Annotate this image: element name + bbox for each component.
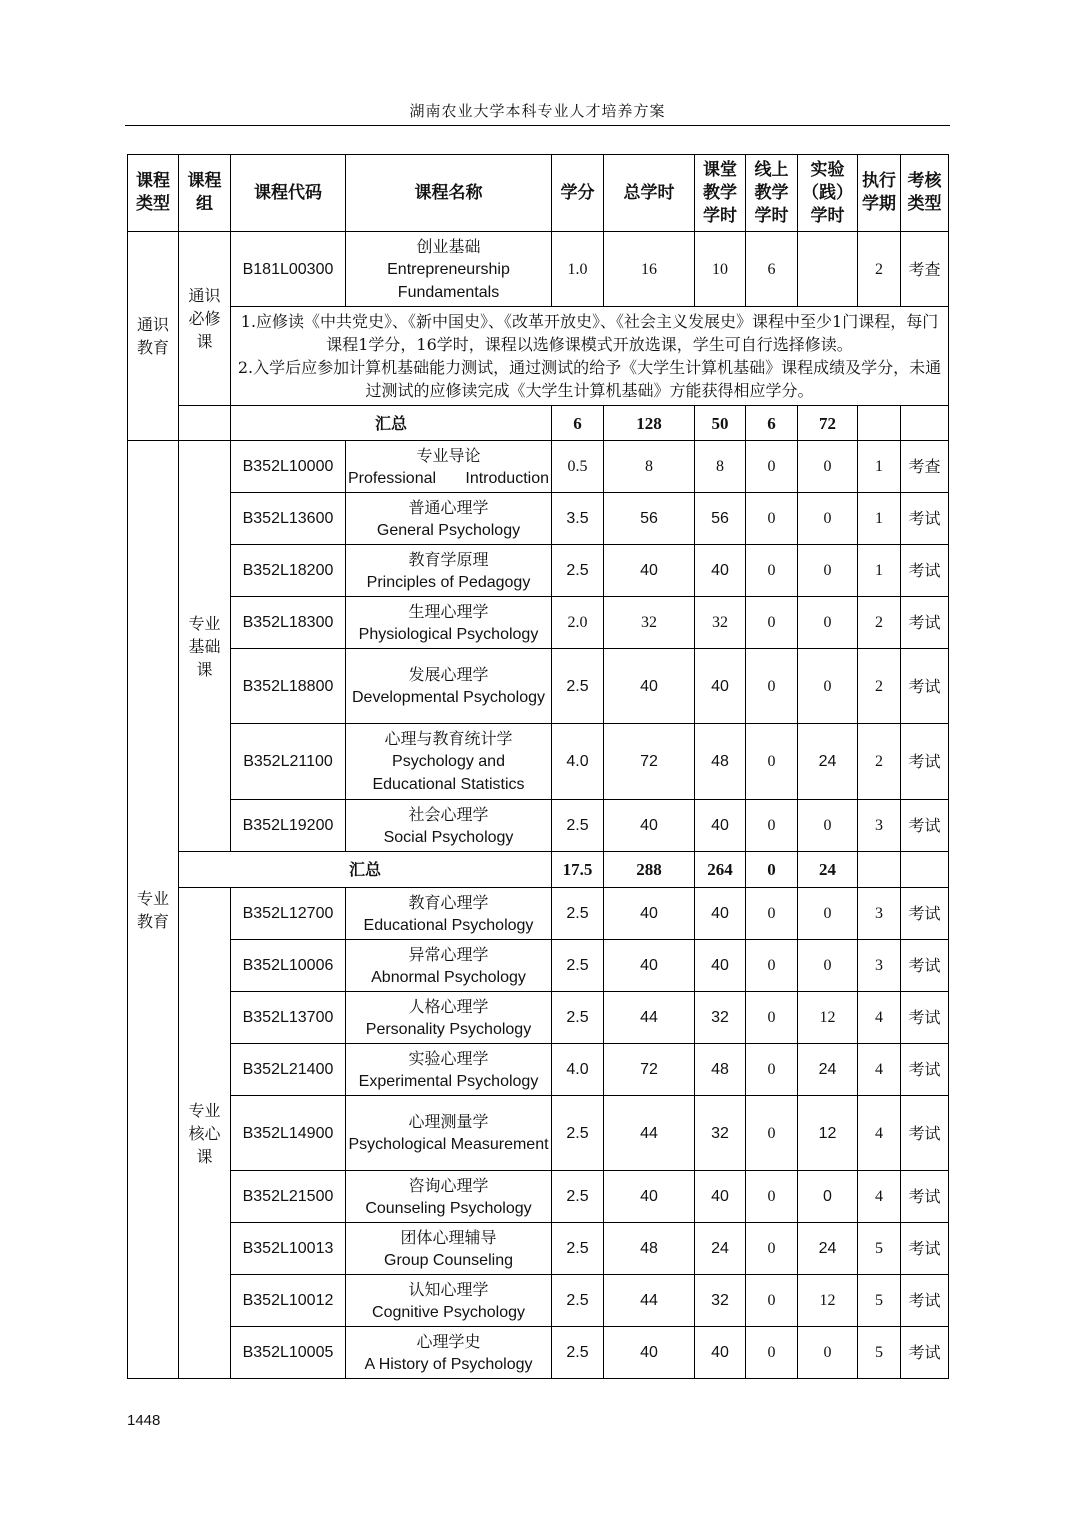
- online-hours: 0: [746, 724, 798, 800]
- course-name-zh: 认知心理学: [408, 1279, 489, 1299]
- lab-hours: 0: [798, 888, 858, 940]
- term: 4: [858, 992, 901, 1044]
- header-rule: [125, 125, 950, 126]
- course-name-en: General Psychology: [376, 521, 521, 539]
- course-code: B352L10005: [231, 1327, 346, 1379]
- class-hours: 40: [695, 649, 746, 724]
- col-header: 考核类型: [901, 155, 949, 232]
- col-header: 执行学期: [858, 155, 901, 232]
- online-hours: 0: [746, 493, 798, 545]
- course-code: B352L10000: [231, 441, 346, 493]
- total-hours: 40: [604, 649, 695, 724]
- lab-hours: 24: [798, 724, 858, 800]
- term: 4: [858, 1096, 901, 1171]
- credit: 2.5: [552, 888, 604, 940]
- course-name-en: Principles of Pedagogy: [366, 573, 531, 591]
- course-name-zh: 人格心理学: [408, 996, 489, 1016]
- lab-hours: [798, 232, 858, 307]
- course-name: [346, 1044, 552, 1096]
- total-term: [858, 406, 901, 441]
- total-online: 0: [746, 852, 798, 888]
- term: 4: [858, 1044, 901, 1096]
- total-hours: 40: [604, 800, 695, 852]
- course-name: [346, 597, 552, 649]
- page-header: 湖南农业大学本科专业人才培养方案: [409, 102, 666, 120]
- total-hours: 40: [604, 888, 695, 940]
- online-hours: 0: [746, 1096, 798, 1171]
- credit: 4.0: [552, 724, 604, 800]
- course-code: B352L10013: [231, 1223, 346, 1275]
- course-type-cell: 专业教育: [128, 441, 179, 1379]
- course-code: B352L18800: [231, 649, 346, 724]
- assessment: 考试: [901, 888, 949, 940]
- credit: 2.5: [552, 649, 604, 724]
- online-hours: 0: [746, 1044, 798, 1096]
- class-hours: 48: [695, 724, 746, 800]
- total-hours: 72: [604, 724, 695, 800]
- course-code: B352L19200: [231, 800, 346, 852]
- course-name: [346, 724, 552, 800]
- term: 5: [858, 1275, 901, 1327]
- credit: 0.5: [552, 441, 604, 493]
- total-hours: 40: [604, 545, 695, 597]
- lab-hours: 0: [798, 545, 858, 597]
- table-row: [128, 545, 949, 597]
- table-row: [128, 1327, 949, 1379]
- lab-hours: 0: [798, 649, 858, 724]
- assessment: 考试: [901, 493, 949, 545]
- table-row: [128, 1096, 949, 1171]
- class-hours: 32: [695, 1096, 746, 1171]
- course-name: [346, 649, 552, 724]
- term: 3: [858, 800, 901, 852]
- total-label: 汇总: [231, 406, 552, 441]
- credit: 1.0: [552, 232, 604, 307]
- course-name-zh: 咨询心理学: [408, 1175, 489, 1195]
- table-row: [128, 940, 949, 992]
- total-label: 汇总: [179, 852, 552, 888]
- course-code: B352L12700: [231, 888, 346, 940]
- total-credit: 17.5: [552, 852, 604, 888]
- page-number: 1448: [127, 1412, 161, 1429]
- online-hours: 0: [746, 992, 798, 1044]
- assessment: 考试: [901, 1096, 949, 1171]
- lab-hours: 12: [798, 1096, 858, 1171]
- class-hours: 56: [695, 493, 746, 545]
- online-hours: 6: [746, 232, 798, 307]
- assessment: 考试: [901, 940, 949, 992]
- credit: 2.0: [552, 597, 604, 649]
- table-row: [128, 232, 949, 307]
- course-name: [346, 1223, 552, 1275]
- course-code: B352L18300: [231, 597, 346, 649]
- table-row: [128, 1171, 949, 1223]
- term: 4: [858, 1171, 901, 1223]
- lab-hours: 24: [798, 1044, 858, 1096]
- note-row: [128, 307, 949, 406]
- total-hours: 16: [604, 232, 695, 307]
- course-code: B181L00300: [231, 232, 346, 307]
- credit: 2.5: [552, 1223, 604, 1275]
- term: 5: [858, 1327, 901, 1379]
- course-name: [346, 1327, 552, 1379]
- col-header: 课程组: [179, 155, 231, 232]
- course-code: B352L13600: [231, 493, 346, 545]
- total-credit: 6: [552, 406, 604, 441]
- lab-hours: 0: [798, 1327, 858, 1379]
- course-name-zh: 社会心理学: [408, 804, 489, 824]
- course-name-en: Group Counseling: [384, 1251, 513, 1269]
- course-code: B352L13700: [231, 992, 346, 1044]
- assessment: 考试: [901, 649, 949, 724]
- course-code: B352L21100: [231, 724, 346, 800]
- assessment: 考试: [901, 597, 949, 649]
- total-assess: [901, 406, 949, 441]
- class-hours: 40: [695, 1327, 746, 1379]
- total-assess: [901, 852, 949, 888]
- total-hours: 72: [604, 1044, 695, 1096]
- course-name: [346, 493, 552, 545]
- course-name-en: Social Psychology: [383, 828, 514, 846]
- note-2: 2.入学后应参加计算机基础能力测试，通过测试的给予《大学生计算机基础》课程成绩及学分，未通过测试的应修读完成《大学生计算机基础》方能获得相应学分。: [237, 358, 942, 400]
- class-hours: 32: [695, 992, 746, 1044]
- course-name-zh: 教育心理学: [408, 892, 489, 912]
- total-hours: 128: [604, 406, 695, 441]
- note-1: 1.应修读《中共党史》、《新中国史》、《改革开放史》、《社会主义发展史》课程中至少1门课程，每门课程1学分，16学时，课程以选修课模式开放选课，学生可自行选择修读。: [240, 312, 939, 354]
- total-hours: 40: [604, 1327, 695, 1379]
- online-hours: 0: [746, 1275, 798, 1327]
- course-name-en: A History of Psychology: [364, 1355, 533, 1373]
- total-hours: 44: [604, 1275, 695, 1327]
- term: 2: [858, 649, 901, 724]
- col-header: 课程类型: [128, 155, 179, 232]
- total-online: 6: [746, 406, 798, 441]
- course-name-zh: 心理与教育统计学: [384, 729, 513, 748]
- term: 2: [858, 597, 901, 649]
- online-hours: 0: [746, 800, 798, 852]
- course-code: B352L10012: [231, 1275, 346, 1327]
- credit: 4.0: [552, 1044, 604, 1096]
- total-class: 50: [695, 406, 746, 441]
- assessment: 考试: [901, 724, 949, 800]
- credit: 2.5: [552, 545, 604, 597]
- class-hours: 40: [695, 545, 746, 597]
- table-row: [128, 597, 949, 649]
- online-hours: 0: [746, 545, 798, 597]
- table-row: [128, 493, 949, 545]
- col-header: 课程代码: [231, 155, 346, 232]
- credit: 2.5: [552, 1275, 604, 1327]
- online-hours: 0: [746, 441, 798, 493]
- course-name-zh: 团体心理辅导: [400, 1227, 497, 1247]
- term: 3: [858, 888, 901, 940]
- assessment: 考试: [901, 1044, 949, 1096]
- course-name-en: Personality Psychology: [365, 1020, 532, 1038]
- lab-hours: 0: [798, 800, 858, 852]
- credit: 2.5: [552, 940, 604, 992]
- table-header-row: [128, 155, 949, 232]
- credit: 2.5: [552, 1171, 604, 1223]
- course-name: [346, 545, 552, 597]
- lab-hours: 24: [798, 1223, 858, 1275]
- course-name-zh: 普通心理学: [408, 497, 489, 517]
- credit: 3.5: [552, 493, 604, 545]
- col-header: 学分: [552, 155, 604, 232]
- course-name-en: Experimental Psychology: [358, 1072, 539, 1090]
- course-code: B352L21500: [231, 1171, 346, 1223]
- course-name: [346, 888, 552, 940]
- course-name: [346, 1171, 552, 1223]
- course-name: [346, 1275, 552, 1327]
- assessment: 考试: [901, 992, 949, 1044]
- class-hours: 40: [695, 888, 746, 940]
- table-row: [128, 800, 949, 852]
- lab-hours: 0: [798, 493, 858, 545]
- course-name-zh: 教育学原理: [408, 549, 489, 569]
- total-hours: 48: [604, 1223, 695, 1275]
- total-hours: 8: [604, 441, 695, 493]
- online-hours: 0: [746, 1171, 798, 1223]
- total-hours: 32: [604, 597, 695, 649]
- credit: 2.5: [552, 1327, 604, 1379]
- assessment: 考试: [901, 545, 949, 597]
- class-hours: 40: [695, 800, 746, 852]
- total-hours: 40: [604, 1171, 695, 1223]
- col-header: 总学时: [604, 155, 695, 232]
- class-hours: 10: [695, 232, 746, 307]
- total-class: 264: [695, 852, 746, 888]
- total-row: [128, 852, 949, 888]
- table-row: [128, 724, 949, 800]
- course-name-en: Physiological Psychology: [358, 625, 539, 643]
- total-term: [858, 852, 901, 888]
- online-hours: 0: [746, 940, 798, 992]
- course-name-zh: 创业基础: [416, 236, 481, 256]
- class-hours: 40: [695, 1171, 746, 1223]
- total-hours: 44: [604, 992, 695, 1044]
- course-name-en: Cognitive Psychology: [372, 1303, 525, 1321]
- class-hours: 32: [695, 597, 746, 649]
- course-name-zh: 心理测量学: [408, 1112, 489, 1131]
- total-row: [128, 406, 949, 441]
- table-row: [128, 441, 949, 493]
- course-code: B352L14900: [231, 1096, 346, 1171]
- term: 2: [858, 724, 901, 800]
- assessment: 考试: [901, 1171, 949, 1223]
- course-name: [346, 992, 552, 1044]
- online-hours: 0: [746, 649, 798, 724]
- course-name: [346, 232, 552, 307]
- lab-hours: 0: [798, 441, 858, 493]
- course-name: [346, 1096, 552, 1171]
- assessment: 考试: [901, 1275, 949, 1327]
- lab-hours: 12: [798, 1275, 858, 1327]
- total-hours: 44: [604, 1096, 695, 1171]
- table-row: [128, 1275, 949, 1327]
- class-hours: 8: [695, 441, 746, 493]
- course-code: B352L10006: [231, 940, 346, 992]
- table-row: [128, 992, 949, 1044]
- term: 1: [858, 493, 901, 545]
- credit: 2.5: [552, 992, 604, 1044]
- table-row: [128, 888, 949, 940]
- class-hours: 40: [695, 940, 746, 992]
- course-name-en: Professional Introduction: [348, 469, 549, 487]
- lab-hours: 12: [798, 992, 858, 1044]
- total-lab: 72: [798, 406, 858, 441]
- lab-hours: 0: [798, 597, 858, 649]
- course-name-en: Counseling Psychology: [365, 1199, 532, 1217]
- assessment: 考查: [901, 441, 949, 493]
- col-header: 课堂教学学时: [695, 155, 746, 232]
- total-lab: 24: [798, 852, 858, 888]
- course-name: [346, 441, 552, 493]
- course-name-zh: 心理学史: [416, 1331, 481, 1351]
- course-group-cell: 通识必修课: [179, 232, 231, 406]
- online-hours: 0: [746, 1327, 798, 1379]
- class-hours: 24: [695, 1223, 746, 1275]
- course-name-en: Entrepreneurship Fundamentals: [387, 260, 510, 301]
- online-hours: 0: [746, 1223, 798, 1275]
- term: 3: [858, 940, 901, 992]
- course-name-zh: 异常心理学: [408, 944, 489, 964]
- term: 2: [858, 232, 901, 307]
- course-name-en: Psychological Measurement: [348, 1136, 549, 1153]
- course-name-en: Psychology and Educational Statistics: [372, 753, 525, 793]
- notes-cell: [231, 307, 949, 406]
- course-name: [346, 940, 552, 992]
- table-row: [128, 1044, 949, 1096]
- col-header: 课程名称: [346, 155, 552, 232]
- credit: 2.5: [552, 1096, 604, 1171]
- total-hours: 288: [604, 852, 695, 888]
- course-name: [346, 800, 552, 852]
- col-header: 实验（践）学时: [798, 155, 858, 232]
- course-name-en: Educational Psychology: [363, 916, 534, 934]
- course-group-cell: 专业核心课: [179, 888, 231, 1379]
- online-hours: 0: [746, 888, 798, 940]
- col-header: 线上教学学时: [746, 155, 798, 232]
- total-hours: 56: [604, 493, 695, 545]
- class-hours: 32: [695, 1275, 746, 1327]
- online-hours: 0: [746, 597, 798, 649]
- assessment: 考试: [901, 1223, 949, 1275]
- course-group-cell: 专业基础课: [179, 441, 231, 852]
- course-name-en: Developmental Psychology: [352, 689, 545, 706]
- table-row: [128, 649, 949, 724]
- course-table: [127, 154, 949, 1379]
- course-name-en: Abnormal Psychology: [371, 968, 526, 986]
- assessment: 考试: [901, 1327, 949, 1379]
- term: 1: [858, 545, 901, 597]
- course-name-zh: 发展心理学: [408, 665, 489, 684]
- table-row: [128, 1223, 949, 1275]
- course-code: B352L21400: [231, 1044, 346, 1096]
- lab-hours: 0: [798, 1171, 858, 1223]
- course-name-zh: 专业导论: [416, 445, 481, 465]
- course-name-zh: 生理心理学: [408, 601, 489, 621]
- lab-hours: 0: [798, 940, 858, 992]
- credit: 2.5: [552, 800, 604, 852]
- total-hours: 40: [604, 940, 695, 992]
- term: 1: [858, 441, 901, 493]
- course-name-zh: 实验心理学: [408, 1048, 489, 1068]
- course-type-cell: 通识教育: [128, 232, 179, 441]
- assessment: 考查: [901, 232, 949, 307]
- course-code: B352L18200: [231, 545, 346, 597]
- term: 5: [858, 1223, 901, 1275]
- class-hours: 48: [695, 1044, 746, 1096]
- assessment: 考试: [901, 800, 949, 852]
